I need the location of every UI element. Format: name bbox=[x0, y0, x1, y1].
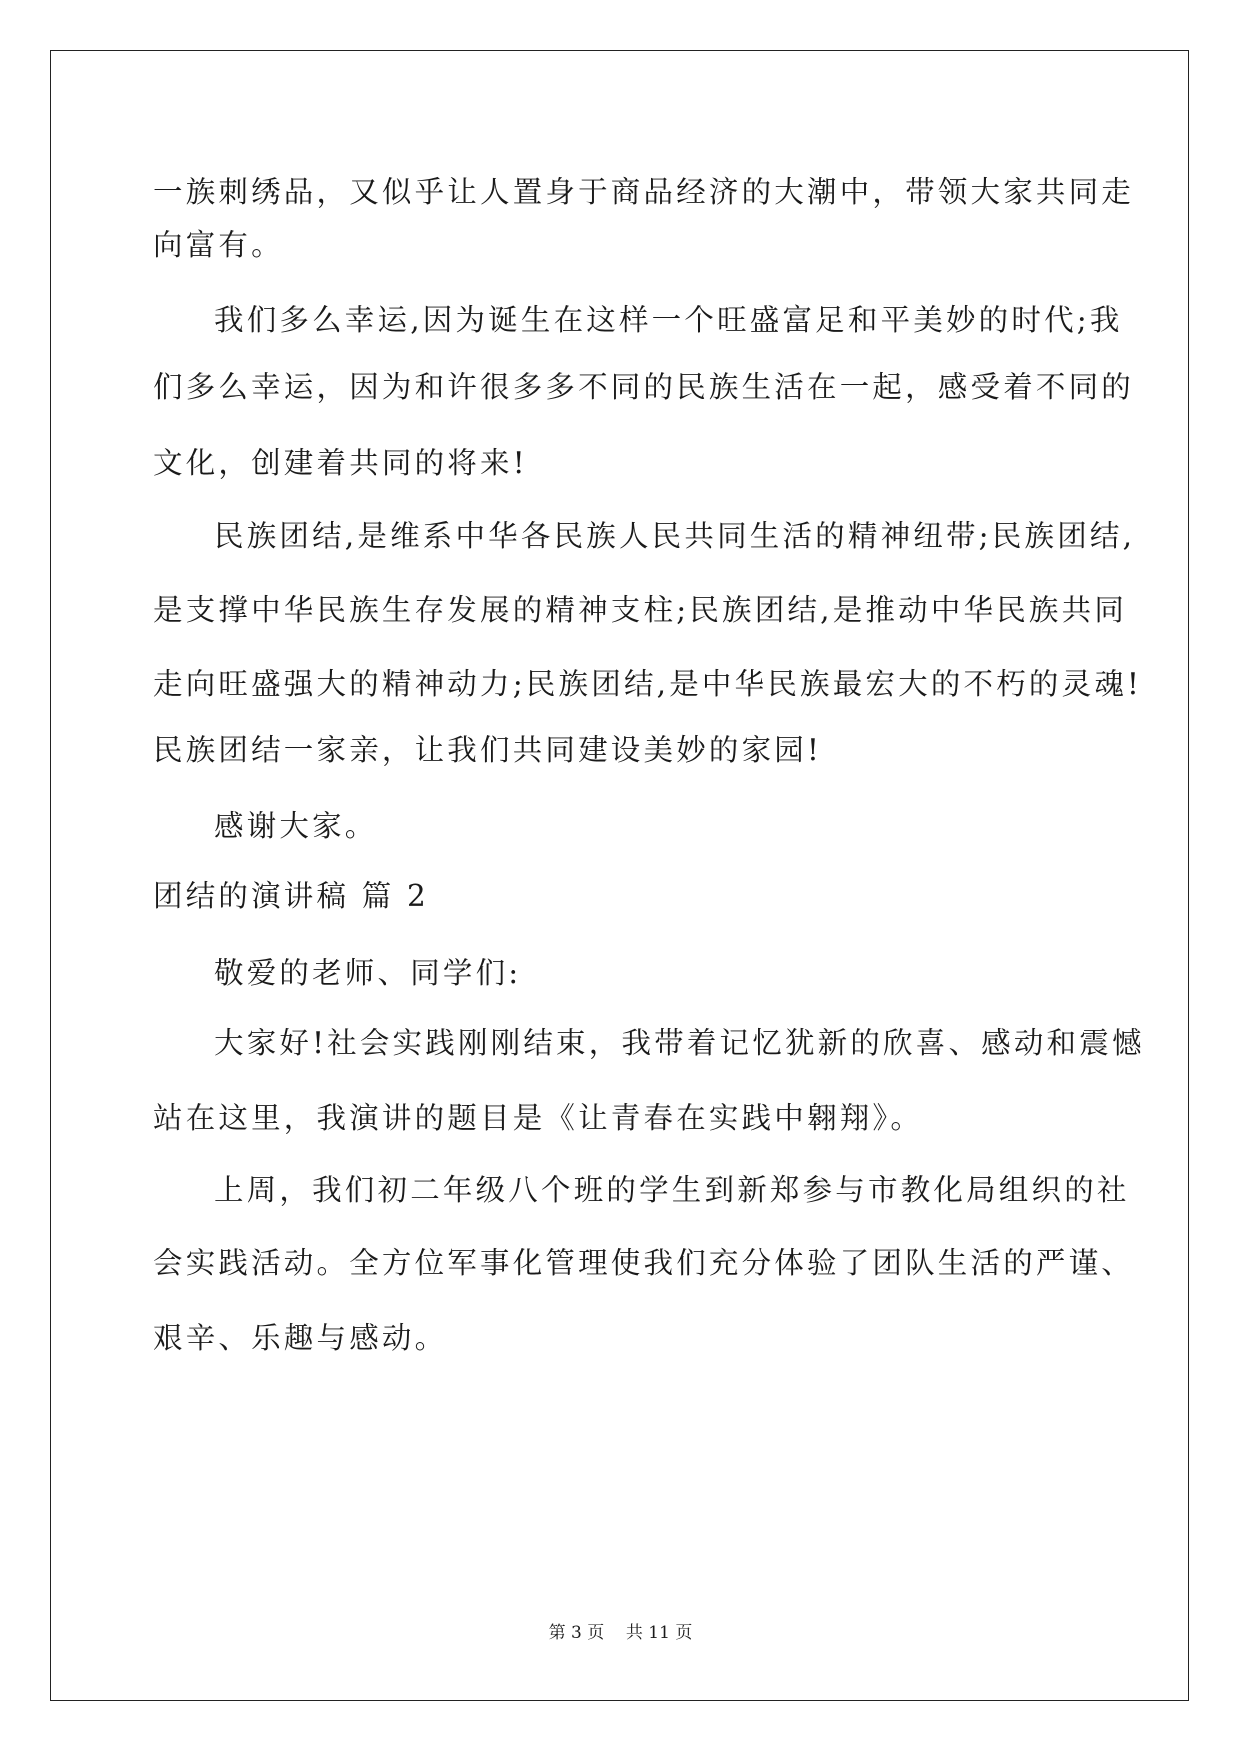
paragraph-line: 走向旺盛强大的精神动力;民族团结,是中华民族最宏大的不朽的灵魂! bbox=[153, 667, 1143, 701]
paragraph-line: 们多么幸运，因为和许很多多不同的民族生活在一起，感受着不同的 bbox=[153, 370, 1135, 404]
paragraph-line: 我们多么幸运,因为诞生在这样一个旺盛富足和平美妙的时代;我 bbox=[214, 303, 1123, 337]
paragraph-line: 民族团结一家亲，让我们共同建设美妙的家园! bbox=[153, 733, 823, 767]
paragraph-line: 是支撑中华民族生存发展的精神支柱;民族团结,是推动中华民族共同 bbox=[153, 593, 1128, 627]
paragraph-line: 大家好!社会实践刚刚结束，我带着记忆犹新的欣喜、感动和震憾 bbox=[214, 1026, 1145, 1060]
paragraph-line: 向富有。 bbox=[153, 228, 284, 262]
paragraph-line: 站在这里，我演讲的题目是《让青春在实践中翱翔》。 bbox=[153, 1101, 924, 1135]
paragraph-line: 艰辛、乐趣与感动。 bbox=[153, 1321, 448, 1355]
paragraph-line: 上周，我们初二年级八个班的学生到新郑参与市教化局组织的社 bbox=[214, 1173, 1130, 1207]
paragraph-line: 民族团结,是维系中华各民族人民共同生活的精神纽带;民族团结, bbox=[214, 519, 1136, 553]
paragraph-line: 会实践活动。全方位军事化管理使我们充分体验了团队生活的严谨、 bbox=[153, 1246, 1135, 1280]
section-heading: 团结的演讲稿 篇 2 bbox=[153, 879, 430, 913]
paragraph-line: 文化，创建着共同的将来! bbox=[153, 446, 528, 480]
greeting-line: 敬爱的老师、同学们: bbox=[214, 956, 522, 990]
paragraph-line: 一族刺绣品，又似乎让人置身于商品经济的大潮中，带领大家共同走 bbox=[153, 175, 1135, 209]
page-number-footer: 第 3 页 共 11 页 bbox=[548, 1623, 693, 1643]
paragraph-line: 感谢大家。 bbox=[214, 809, 378, 843]
